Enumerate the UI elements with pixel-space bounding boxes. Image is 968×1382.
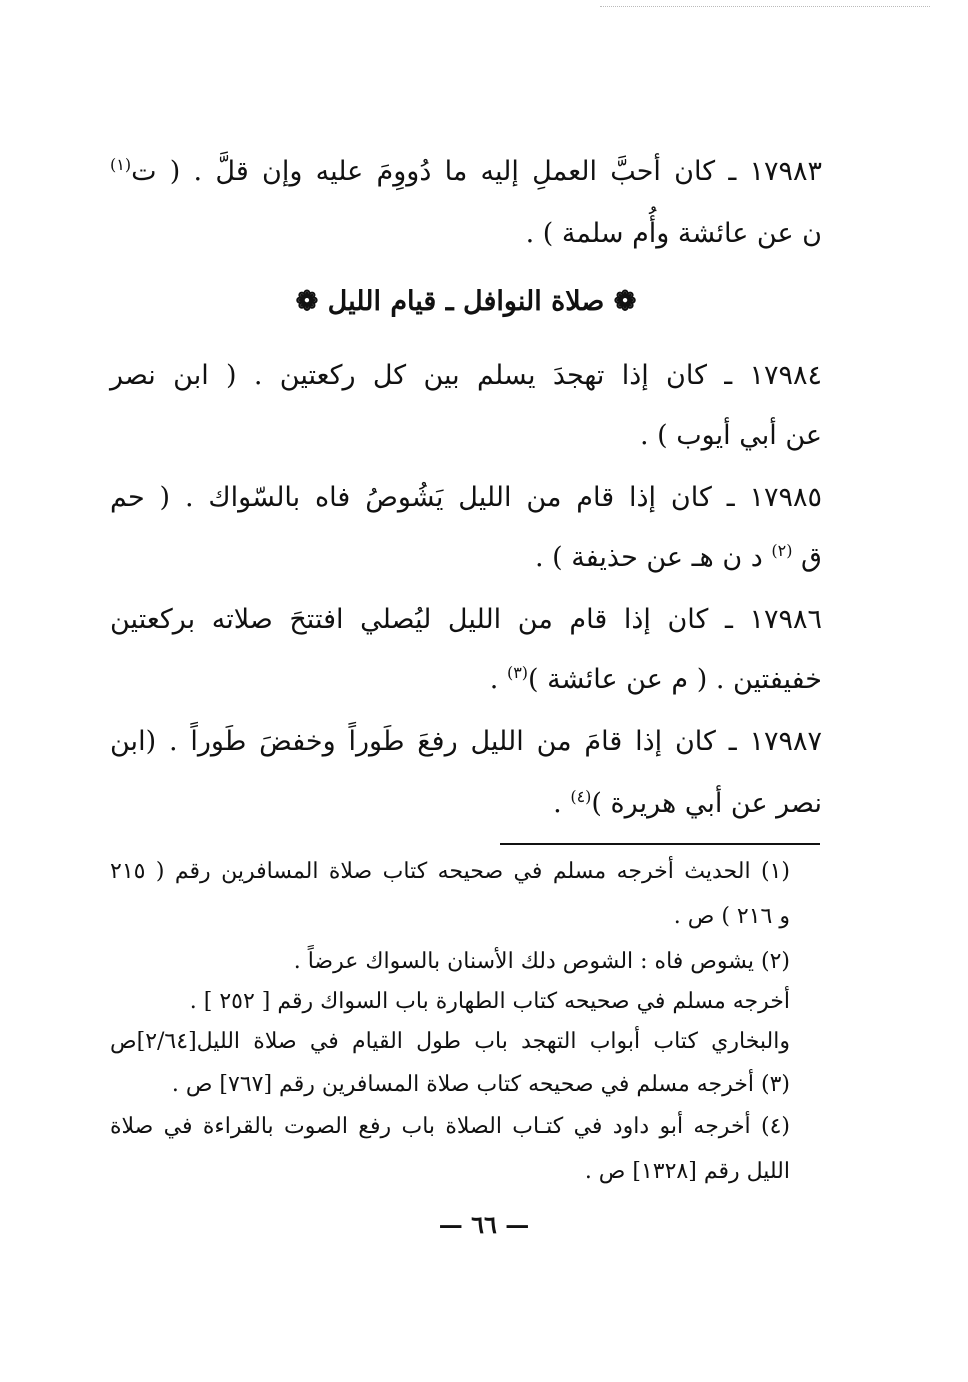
hadith-17987-line-2-end: . xyxy=(553,788,562,819)
hadith-17986-line-2-end: . xyxy=(489,664,499,695)
footnote-2-line-2: أخرجه مسلم في صحيحه كتاب الطهارة باب السواك رقم [ ٢٥٢ ] . xyxy=(189,989,790,1014)
hadith-17987-line-2-start: نصر عن أبي هريرة ) xyxy=(591,788,822,819)
hadith-17983-line-2: ن عن عائشة وأُم سلمة ) . xyxy=(525,218,822,249)
section-heading: ❁ صلاة النوافل ـ قيام الليل ❁ xyxy=(295,286,637,317)
footnote-4-line-2: الليل رقم [١٣٢٨] ص . xyxy=(584,1159,790,1184)
footnotes xyxy=(110,0,793,1200)
footnote-ref-2: (٢) xyxy=(771,541,793,560)
footnote-1-line-2: و ٢١٦ ) ص . xyxy=(673,904,790,929)
footnote-1-line-1: (١) الحديث أخرجه مسلم في صحيحه كتاب صلاة المسافرين رقم ( ٢١٥ xyxy=(110,859,790,884)
hadith-17983-text: ١٧٩٨٣ ـ كان أحبَّ العملِ إليه ما دُووِمَ عليه وإن قلَّ . ( ت xyxy=(131,156,822,187)
hadith-17986-line-1: ١٧٩٨٦ ـ كان إذا قام من الليل ليُصلي افتتحَ صلاته بركعتين xyxy=(110,604,822,635)
hadith-17985-line-2-start: ق xyxy=(801,542,822,573)
hadith-17984-line-1: ١٧٩٨٤ ـ كان إذا تهجدَ يسلم بين كل ركعتين . ( ابن نصر xyxy=(110,360,822,391)
footnote-ref-3: (٣) xyxy=(506,663,529,682)
footnote-3-line-1: (٣) أخرجه مسلم في صحيحه كتاب صلاة المسافرين رقم [٧٦٧] ص . xyxy=(171,1072,790,1097)
footnote-2-line-1: (٢) يشوص فاه : الشوص دلك الأسنان بالسواك عرضاً . xyxy=(293,949,790,974)
footnote-4-line-1: (٤) أخرجه أبو داود في كتـاب الصلاة باب رفع الصوت بالقراءة في صلاة xyxy=(110,1114,790,1139)
footnote-ref-4: (٤) xyxy=(570,787,592,806)
hadith-17986-line-2-start: خفيفتين . ( م عن عائشة ) xyxy=(528,664,822,695)
footnote-ref-1: (١) xyxy=(110,155,132,174)
hadith-17985-line-1: ١٧٩٨٥ ـ كان إذا قام من الليل يَشُوصُ فاه بالسّواك . ( حم xyxy=(110,482,822,513)
page-number: — ٦٦ — xyxy=(438,1210,530,1239)
footnote-2-line-3: والبخاري كتاب أبواب التهجد باب طول القيام في صلاة الليل[٢/٦٤]ص xyxy=(110,1029,790,1054)
hadith-17984-line-2: عن أبي أيوب ) . xyxy=(639,420,822,451)
hadith-17987-line-1: ١٧٩٨٧ ـ كان إذا قامَ من الليل رفعَ طَوراً وخفضَ طَوراً . (ابن xyxy=(110,726,822,757)
hadith-17985-line-2-end: د ن هـ عن حذيفة ) . xyxy=(534,542,763,573)
